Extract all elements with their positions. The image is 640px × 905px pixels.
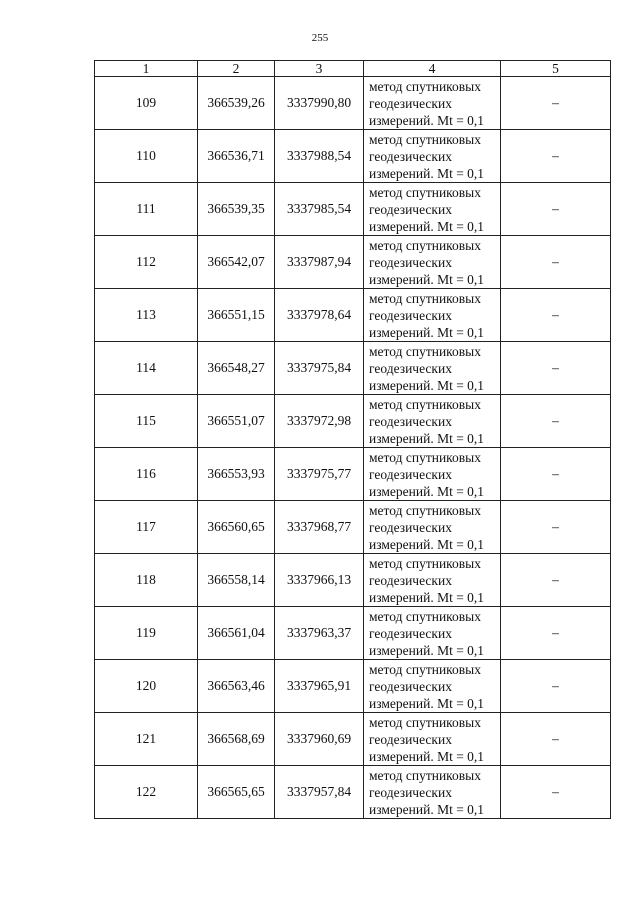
table-row xyxy=(95,236,611,289)
y-coordinate-cell: 3337965,91 xyxy=(275,660,364,713)
x-coordinate-cell: 366551,15 xyxy=(198,289,275,342)
note-cell: – xyxy=(501,607,611,660)
point-number-cell: 115 xyxy=(95,395,198,448)
point-number-cell: 111 xyxy=(95,183,198,236)
method-line: метод спутниковых xyxy=(369,714,481,730)
note-cell: – xyxy=(501,766,611,819)
x-coordinate-cell: 366568,69 xyxy=(198,713,275,766)
x-coordinate-cell: 366561,04 xyxy=(198,607,275,660)
method-line: геодезических xyxy=(369,572,452,588)
method-line: геодезических xyxy=(369,413,452,429)
x-coordinate-cell: 366539,35 xyxy=(198,183,275,236)
note-cell: – xyxy=(501,395,611,448)
method-line: измерений. Mt = 0,1 xyxy=(369,377,485,393)
method-line: метод спутниковых xyxy=(369,78,481,94)
method-line: метод спутниковых xyxy=(369,396,481,412)
table-row xyxy=(95,766,611,819)
method-line: метод спутниковых xyxy=(369,237,481,253)
note-cell: – xyxy=(501,77,611,130)
method-line: измерений. Mt = 0,1 xyxy=(369,218,485,234)
method-line: геодезических xyxy=(369,625,452,641)
method-line: измерений. Mt = 0,1 xyxy=(369,324,485,340)
table-row xyxy=(95,501,611,554)
point-number-cell: 110 xyxy=(95,130,198,183)
y-coordinate-cell: 3337975,84 xyxy=(275,342,364,395)
x-coordinate-cell: 366542,07 xyxy=(198,236,275,289)
method-cell xyxy=(364,236,501,289)
method-line: метод спутниковых xyxy=(369,608,481,624)
point-number-cell: 122 xyxy=(95,766,198,819)
x-coordinate-cell: 366551,07 xyxy=(198,395,275,448)
method-line: геодезических xyxy=(369,201,452,217)
method-line: измерений. Mt = 0,1 xyxy=(369,483,485,499)
method-line: метод спутниковых xyxy=(369,343,481,359)
method-cell xyxy=(364,395,501,448)
method-line: метод спутниковых xyxy=(369,449,481,465)
table-row xyxy=(95,289,611,342)
method-line: метод спутниковых xyxy=(369,767,481,783)
method-line: геодезических xyxy=(369,95,452,111)
method-line: метод спутниковых xyxy=(369,555,481,571)
point-number-cell: 119 xyxy=(95,607,198,660)
x-coordinate-cell: 366553,93 xyxy=(198,448,275,501)
note-cell: – xyxy=(501,713,611,766)
y-coordinate-cell: 3337985,54 xyxy=(275,183,364,236)
method-line: измерений. Mt = 0,1 xyxy=(369,748,485,764)
method-line: геодезических xyxy=(369,678,452,694)
column-header-3: 3 xyxy=(275,61,364,77)
x-coordinate-cell: 366539,26 xyxy=(198,77,275,130)
method-line: измерений. Mt = 0,1 xyxy=(369,642,485,658)
point-number-cell: 113 xyxy=(95,289,198,342)
note-cell: – xyxy=(501,448,611,501)
method-cell xyxy=(364,342,501,395)
method-line: измерений. Mt = 0,1 xyxy=(369,589,485,605)
x-coordinate-cell: 366548,27 xyxy=(198,342,275,395)
y-coordinate-cell: 3337975,77 xyxy=(275,448,364,501)
method-cell xyxy=(364,448,501,501)
method-line: геодезических xyxy=(369,360,452,376)
note-cell: – xyxy=(501,342,611,395)
method-cell xyxy=(364,130,501,183)
note-cell: – xyxy=(501,183,611,236)
method-line: измерений. Mt = 0,1 xyxy=(369,695,485,711)
method-line: метод спутниковых xyxy=(369,184,481,200)
method-line: геодезических xyxy=(369,731,452,747)
method-line: метод спутниковых xyxy=(369,131,481,147)
table-row xyxy=(95,77,611,130)
x-coordinate-cell: 366563,46 xyxy=(198,660,275,713)
method-line: измерений. Mt = 0,1 xyxy=(369,112,485,128)
point-number-cell: 112 xyxy=(95,236,198,289)
method-cell xyxy=(364,501,501,554)
y-coordinate-cell: 3337957,84 xyxy=(275,766,364,819)
point-number-cell: 109 xyxy=(95,77,198,130)
table-body xyxy=(95,77,611,819)
table-row xyxy=(95,342,611,395)
note-cell: – xyxy=(501,236,611,289)
note-cell: – xyxy=(501,289,611,342)
y-coordinate-cell: 3337987,94 xyxy=(275,236,364,289)
table-row xyxy=(95,183,611,236)
note-cell: – xyxy=(501,501,611,554)
note-cell: – xyxy=(501,554,611,607)
method-line: измерений. Mt = 0,1 xyxy=(369,801,485,817)
x-coordinate-cell: 366565,65 xyxy=(198,766,275,819)
method-line: геодезических xyxy=(369,307,452,323)
table-row xyxy=(95,607,611,660)
method-line: измерений. Mt = 0,1 xyxy=(369,430,485,446)
column-header-1: 1 xyxy=(95,61,198,77)
method-line: метод спутниковых xyxy=(369,290,481,306)
point-number-cell: 118 xyxy=(95,554,198,607)
table-row xyxy=(95,554,611,607)
method-cell xyxy=(364,607,501,660)
coordinates-table xyxy=(94,60,611,819)
method-cell xyxy=(364,660,501,713)
point-number-cell: 116 xyxy=(95,448,198,501)
method-line: измерений. Mt = 0,1 xyxy=(369,271,485,287)
method-line: измерений. Mt = 0,1 xyxy=(369,165,485,181)
column-header-5: 5 xyxy=(501,61,611,77)
y-coordinate-cell: 3337978,64 xyxy=(275,289,364,342)
method-cell xyxy=(364,713,501,766)
note-cell: – xyxy=(501,130,611,183)
point-number-cell: 121 xyxy=(95,713,198,766)
table-row xyxy=(95,395,611,448)
point-number-cell: 120 xyxy=(95,660,198,713)
column-header-2: 2 xyxy=(198,61,275,77)
method-cell xyxy=(364,766,501,819)
method-cell xyxy=(364,554,501,607)
x-coordinate-cell: 366560,65 xyxy=(198,501,275,554)
y-coordinate-cell: 3337988,54 xyxy=(275,130,364,183)
method-cell xyxy=(364,289,501,342)
point-number-cell: 117 xyxy=(95,501,198,554)
y-coordinate-cell: 3337990,80 xyxy=(275,77,364,130)
x-coordinate-cell: 366558,14 xyxy=(198,554,275,607)
method-line: метод спутниковых xyxy=(369,502,481,518)
method-line: геодезических xyxy=(369,466,452,482)
method-line: геодезических xyxy=(369,519,452,535)
point-number-cell: 114 xyxy=(95,342,198,395)
table-row xyxy=(95,130,611,183)
table-row xyxy=(95,448,611,501)
method-line: геодезических xyxy=(369,784,452,800)
table-row xyxy=(95,660,611,713)
method-cell xyxy=(364,77,501,130)
method-cell xyxy=(364,183,501,236)
page-number: 255 xyxy=(311,32,329,44)
method-line: геодезических xyxy=(369,254,452,270)
x-coordinate-cell: 366536,71 xyxy=(198,130,275,183)
method-line: метод спутниковых xyxy=(369,661,481,677)
y-coordinate-cell: 3337968,77 xyxy=(275,501,364,554)
column-header-4: 4 xyxy=(364,61,501,77)
method-line: геодезических xyxy=(369,148,452,164)
note-cell: – xyxy=(501,660,611,713)
y-coordinate-cell: 3337966,13 xyxy=(275,554,364,607)
y-coordinate-cell: 3337960,69 xyxy=(275,713,364,766)
table-header-row xyxy=(95,61,611,77)
method-line: измерений. Mt = 0,1 xyxy=(369,536,485,552)
table-row xyxy=(95,713,611,766)
y-coordinate-cell: 3337972,98 xyxy=(275,395,364,448)
y-coordinate-cell: 3337963,37 xyxy=(275,607,364,660)
